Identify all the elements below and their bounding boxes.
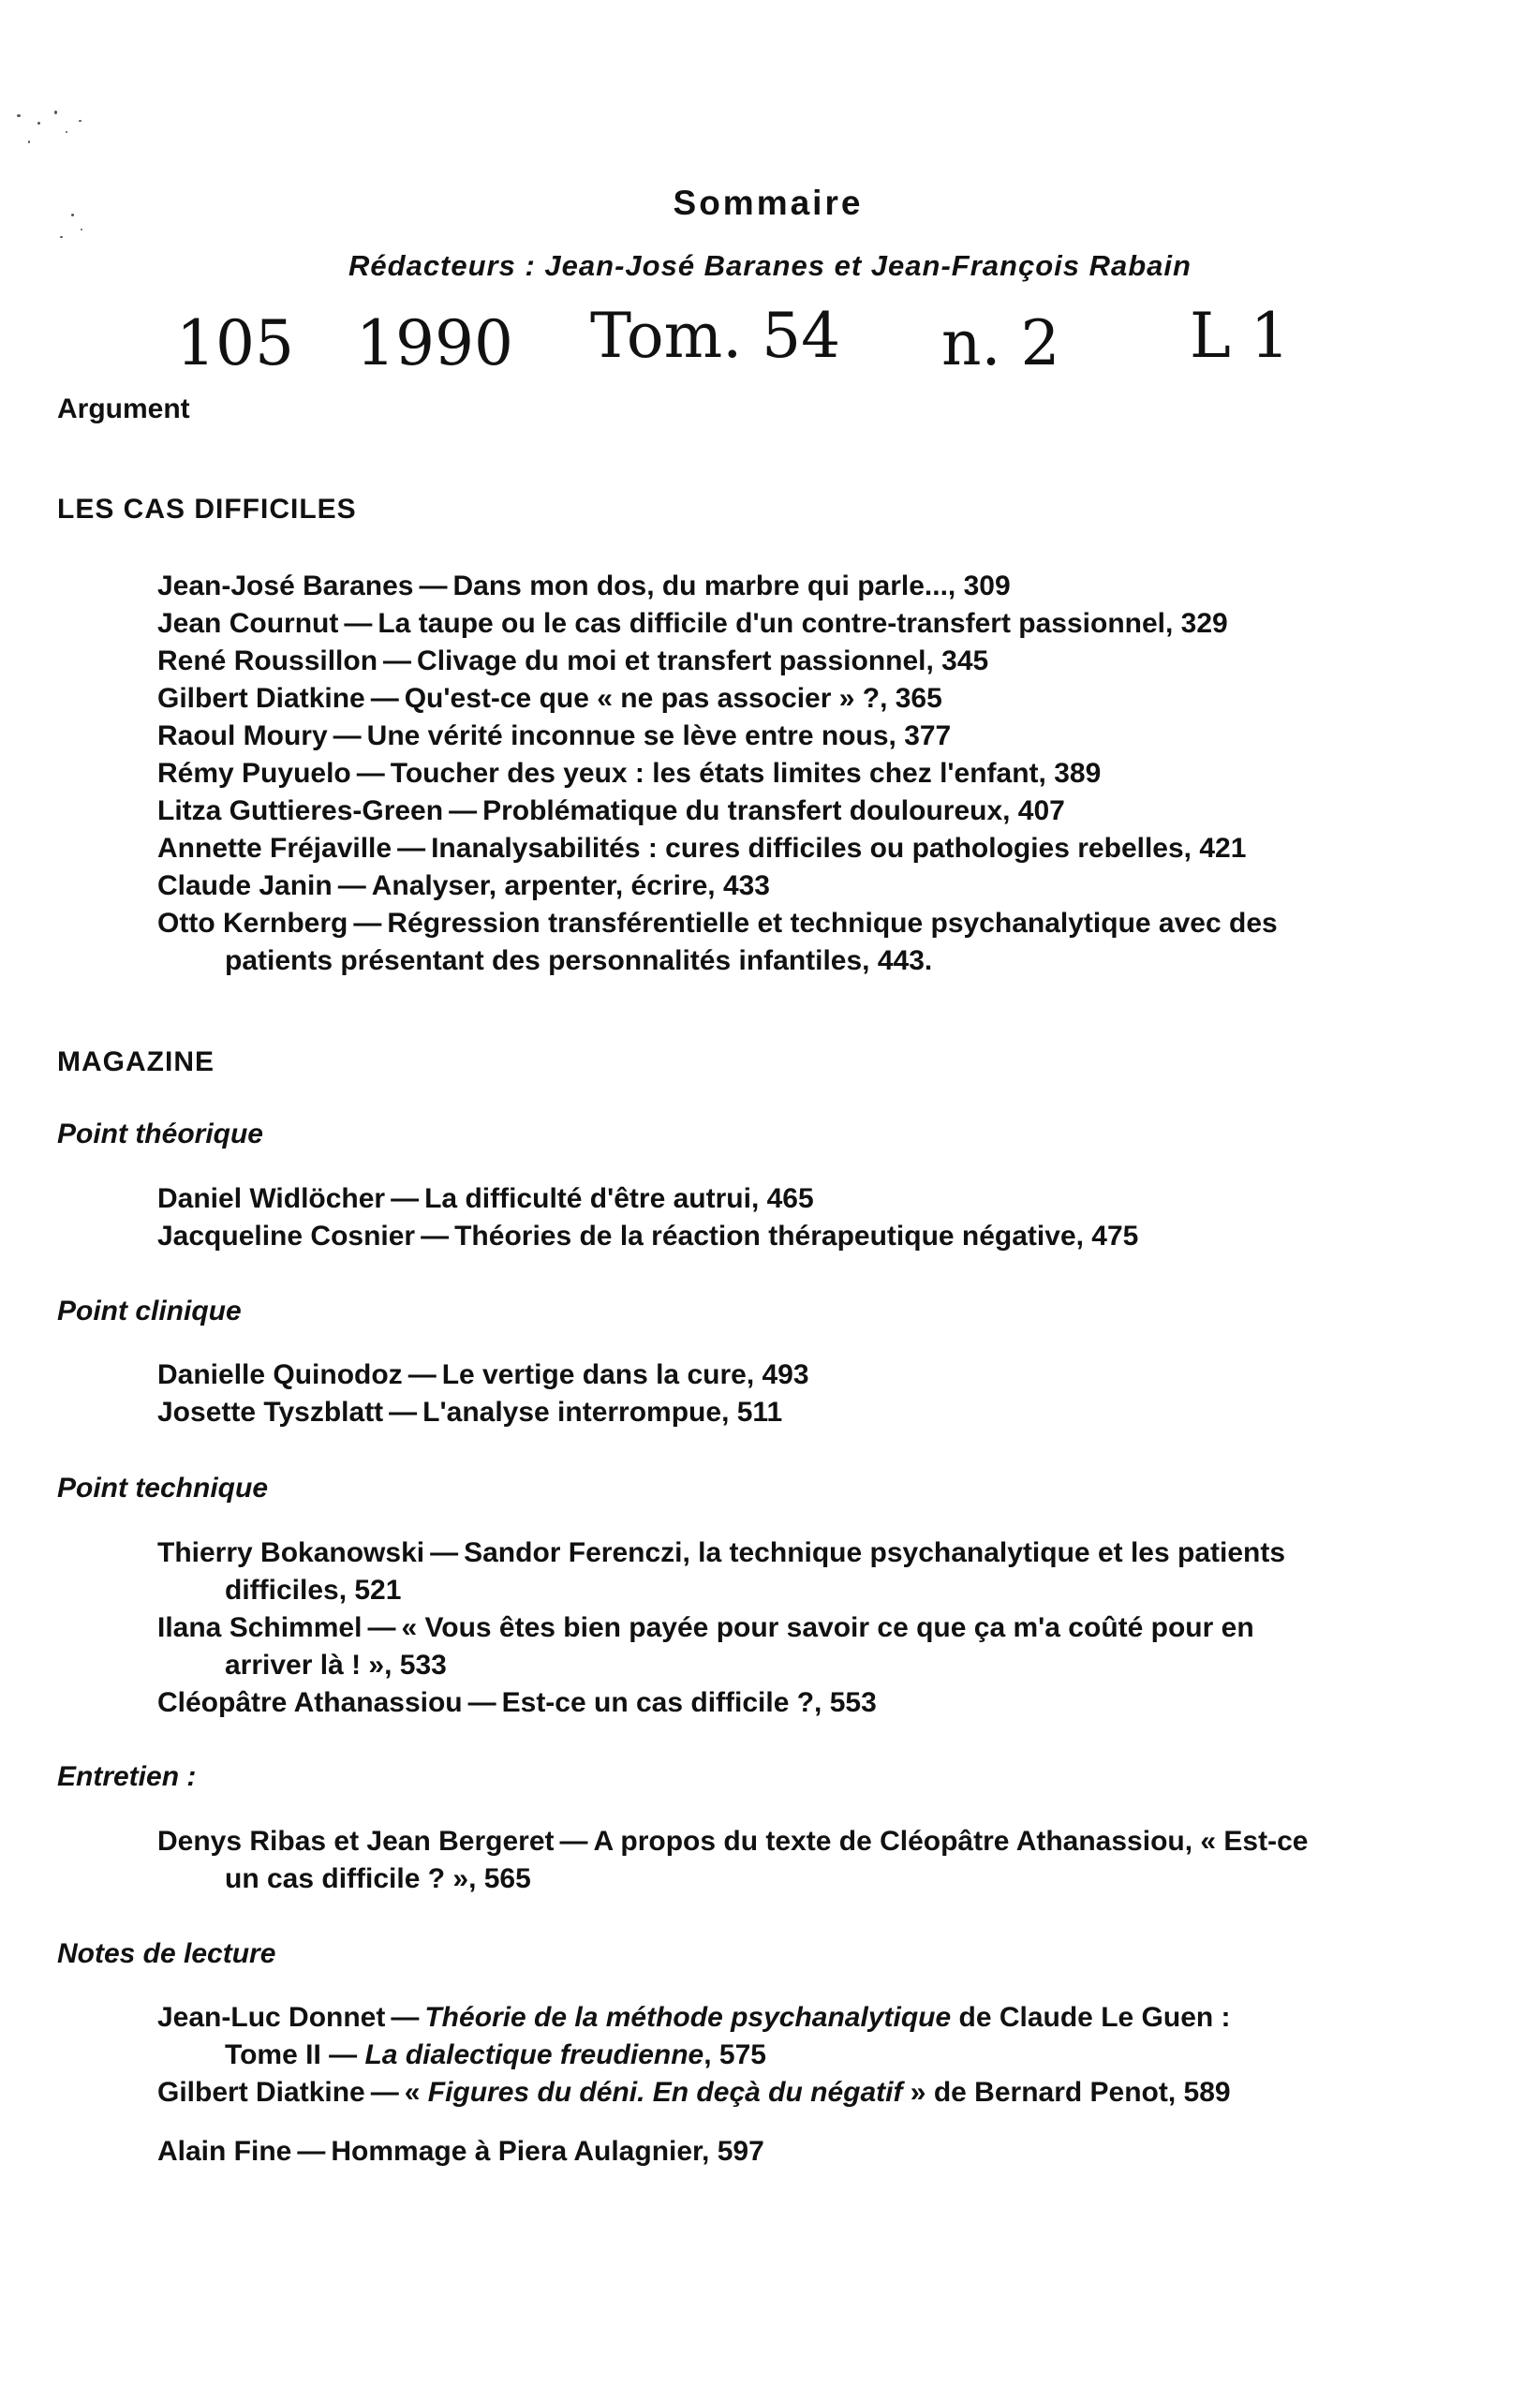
entry-donnet: Jean-Luc Donnet — Théorie de la méthode psychanalytique de Claude Le Guen : Tome II — La dialectique freudienne, 575	[157, 1999, 1450, 2074]
entry-book-subtitle: La dialectique freudienne	[364, 2039, 704, 2070]
entry-author: Rémy Puyuelo	[157, 758, 351, 789]
entry-schimmel: Ilana Schimmel — « Vous êtes bien payée pour savoir ce que ça m'a coûté pour en arriver là ! », 533	[157, 1609, 1450, 1684]
entry-text: Analyser, arpenter, écrire, 433	[371, 870, 770, 901]
entry-diatkine: Gilbert Diatkine — Qu'est-ce que « ne pas associer » ?, 365	[157, 683, 942, 714]
entry-author: Raoul Moury	[157, 720, 328, 751]
entry-text: Le vertige dans la cure, 493	[441, 1359, 809, 1390]
entry-text: Théories de la réaction thérapeutique négative, 475	[454, 1221, 1139, 1252]
entry-bokanowski: Thierry Bokanowski — Sandor Ferenczi, la technique psychanalytique et les patients difficiles, 521	[157, 1534, 1450, 1609]
entry-author: Jacqueline Cosnier	[157, 1221, 416, 1252]
entry-guttieres-green: Litza Guttieres-Green — Problématique du transfert douloureux, 407	[157, 795, 1065, 826]
editors-line: Rédacteurs : Jean-José Baranes et Jean-François Rabain	[348, 249, 1192, 282]
entry-tyszblatt: Josette Tyszblatt — L'analyse interrompue, 511	[157, 1397, 783, 1428]
entry-author: Claude Janin	[157, 870, 333, 901]
entry-author: Alain Fine	[157, 2136, 292, 2167]
entry-text: Hommage à Piera Aulagnier, 597	[331, 2136, 764, 2167]
entry-fine: Alain Fine — Hommage à Piera Aulagnier, 597	[157, 2136, 764, 2167]
entry-author: Josette Tyszblatt	[157, 1397, 384, 1428]
entry-author: Denys Ribas et Jean Bergeret	[157, 1826, 555, 1857]
entry-baranes: Jean-José Baranes — Dans mon dos, du marbre qui parle..., 309	[157, 571, 1011, 601]
entry-text: La taupe ou le cas difficile d'un contre-transfert passionnel, 329	[378, 608, 1228, 639]
handwritten-ref: L 1	[1190, 300, 1290, 372]
entry-author: Danielle Quinodoz	[157, 1359, 403, 1390]
entry-text: A propos du texte de Cléopâtre Athanassiou, « Est-ce	[593, 1826, 1309, 1857]
entry-text: Dans mon dos, du marbre qui parle..., 309	[452, 571, 1011, 601]
entry-quinodoz: Danielle Quinodoz — Le vertige dans la cure, 493	[157, 1359, 809, 1390]
entry-text: Inanalysabilités : cures difficiles ou pathologies rebelles, 421	[431, 833, 1247, 864]
entry-text: La difficulté d'être autrui, 465	[424, 1183, 814, 1214]
entry-frejaville: Annette Fréjaville — Inanalysabilités : cures difficiles ou pathologies rebelles, 421	[157, 833, 1247, 864]
entry-widlocher: Daniel Widlöcher — La difficulté d'être autrui, 465	[157, 1183, 814, 1214]
entry-text: Une vérité inconnue se lève entre nous, 377	[366, 720, 952, 751]
entry-author: René Roussillon	[157, 645, 378, 676]
entry-author: Gilbert Diatkine	[157, 2077, 365, 2108]
entry-text: Toucher des yeux : les états limites chez l'enfant, 389	[390, 758, 1102, 789]
entry-continuation: Tome II — La dialectique freudienne, 575	[225, 2039, 766, 2070]
entry-text: L'analyse interrompue, 511	[422, 1397, 783, 1428]
entry-author: Jean-Luc Donnet	[157, 2002, 386, 2033]
entry-athanassiou: Cléopâtre Athanassiou — Est-ce un cas difficile ?, 553	[157, 1687, 877, 1718]
section-cas-difficiles: LES CAS DIFFICILES	[57, 494, 357, 525]
subsection-notes-lecture: Notes de lecture	[57, 1938, 276, 1969]
entry-author: Cléopâtre Athanassiou	[157, 1687, 463, 1718]
entry-book-title: Figures du déni. En deçà du négatif	[427, 2077, 903, 2108]
entry-text: Qu'est-ce que « ne pas associer » ?, 365	[404, 683, 942, 714]
section-magazine: MAGAZINE	[57, 1046, 215, 1077]
entry-text: Problématique du transfert douloureux, 407	[482, 795, 1065, 826]
handwritten-number: 105	[176, 307, 294, 379]
entry-author: Thierry Bokanowski	[157, 1537, 425, 1568]
entry-text: « Vous êtes bien payée pour savoir ce que ça m'a coûté pour en	[401, 1612, 1254, 1643]
entry-text: Régression transférentielle et technique psychanalytique avec des	[387, 908, 1278, 939]
entry-book-title: Théorie de la méthode psychanalytique	[424, 2002, 952, 2033]
handwritten-tome: Tom. 54	[590, 300, 841, 372]
entry-author: Jean Cournut	[157, 608, 339, 639]
entry-diatkine-penot: Gilbert Diatkine — « Figures du déni. En deçà du négatif » de Bernard Penot, 589	[157, 2077, 1231, 2108]
entry-moury: Raoul Moury — Une vérité inconnue se lève entre nous, 377	[157, 720, 952, 751]
entry-author: Jean-José Baranes	[157, 571, 414, 601]
entry-puyuelo: Rémy Puyuelo — Toucher des yeux : les états limites chez l'enfant, 389	[157, 758, 1102, 789]
entry-continuation: patients présentant des personnalités infantiles, 443.	[225, 945, 933, 976]
entry-continuation: un cas difficile ? », 565	[225, 1863, 531, 1894]
entry-cosnier: Jacqueline Cosnier — Théories de la réaction thérapeutique négative, 475	[157, 1221, 1139, 1252]
entry-author: Daniel Widlöcher	[157, 1183, 386, 1214]
entry-text: de Claude Le Guen :	[951, 2002, 1231, 2033]
subsection-point-clinique: Point clinique	[57, 1296, 242, 1326]
subsection-point-theorique: Point théorique	[57, 1119, 263, 1149]
subsection-point-technique: Point technique	[57, 1473, 268, 1504]
handwritten-issue: n. 2	[941, 307, 1060, 379]
handwritten-year: 1990	[356, 307, 513, 379]
entry-text: Clivage du moi et transfert passionnel, 345	[417, 645, 989, 676]
entry-janin: Claude Janin — Analyser, arpenter, écrire, 433	[157, 870, 770, 901]
entry-kernberg: Otto Kernberg — Régression transférentielle et technique psychanalytique avec des patients présentant des personnalités infantiles, 443.	[157, 905, 1450, 980]
entry-author: Otto Kernberg	[157, 908, 348, 939]
argument-heading: Argument	[57, 393, 190, 424]
page-title: Sommaire	[673, 184, 864, 222]
entry-roussillon: René Roussillon — Clivage du moi et transfert passionnel, 345	[157, 645, 989, 676]
entry-author: Annette Fréjaville	[157, 833, 392, 864]
entry-ribas-bergeret: Denys Ribas et Jean Bergeret — A propos du texte de Cléopâtre Athanassiou, « Est-ce un cas difficile ? », 565	[157, 1823, 1450, 1898]
entry-text: Est-ce un cas difficile ?, 553	[501, 1687, 877, 1718]
entry-text: Sandor Ferenczi, la technique psychanalytique et les patients	[464, 1537, 1286, 1568]
handwritten-annotation	[0, 300, 1540, 412]
subsection-entretien: Entretien :	[57, 1761, 197, 1792]
entry-continuation: difficiles, 521	[225, 1575, 402, 1606]
entry-author: Gilbert Diatkine	[157, 683, 365, 714]
entry-author: Ilana Schimmel	[157, 1612, 363, 1643]
entry-text: » de Bernard Penot, 589	[902, 2077, 1231, 2108]
entry-cournut: Jean Cournut — La taupe ou le cas difficile d'un contre-transfert passionnel, 329	[157, 608, 1228, 639]
entry-author: Litza Guttieres-Green	[157, 795, 444, 826]
entry-continuation: arriver là ! », 533	[225, 1650, 447, 1681]
